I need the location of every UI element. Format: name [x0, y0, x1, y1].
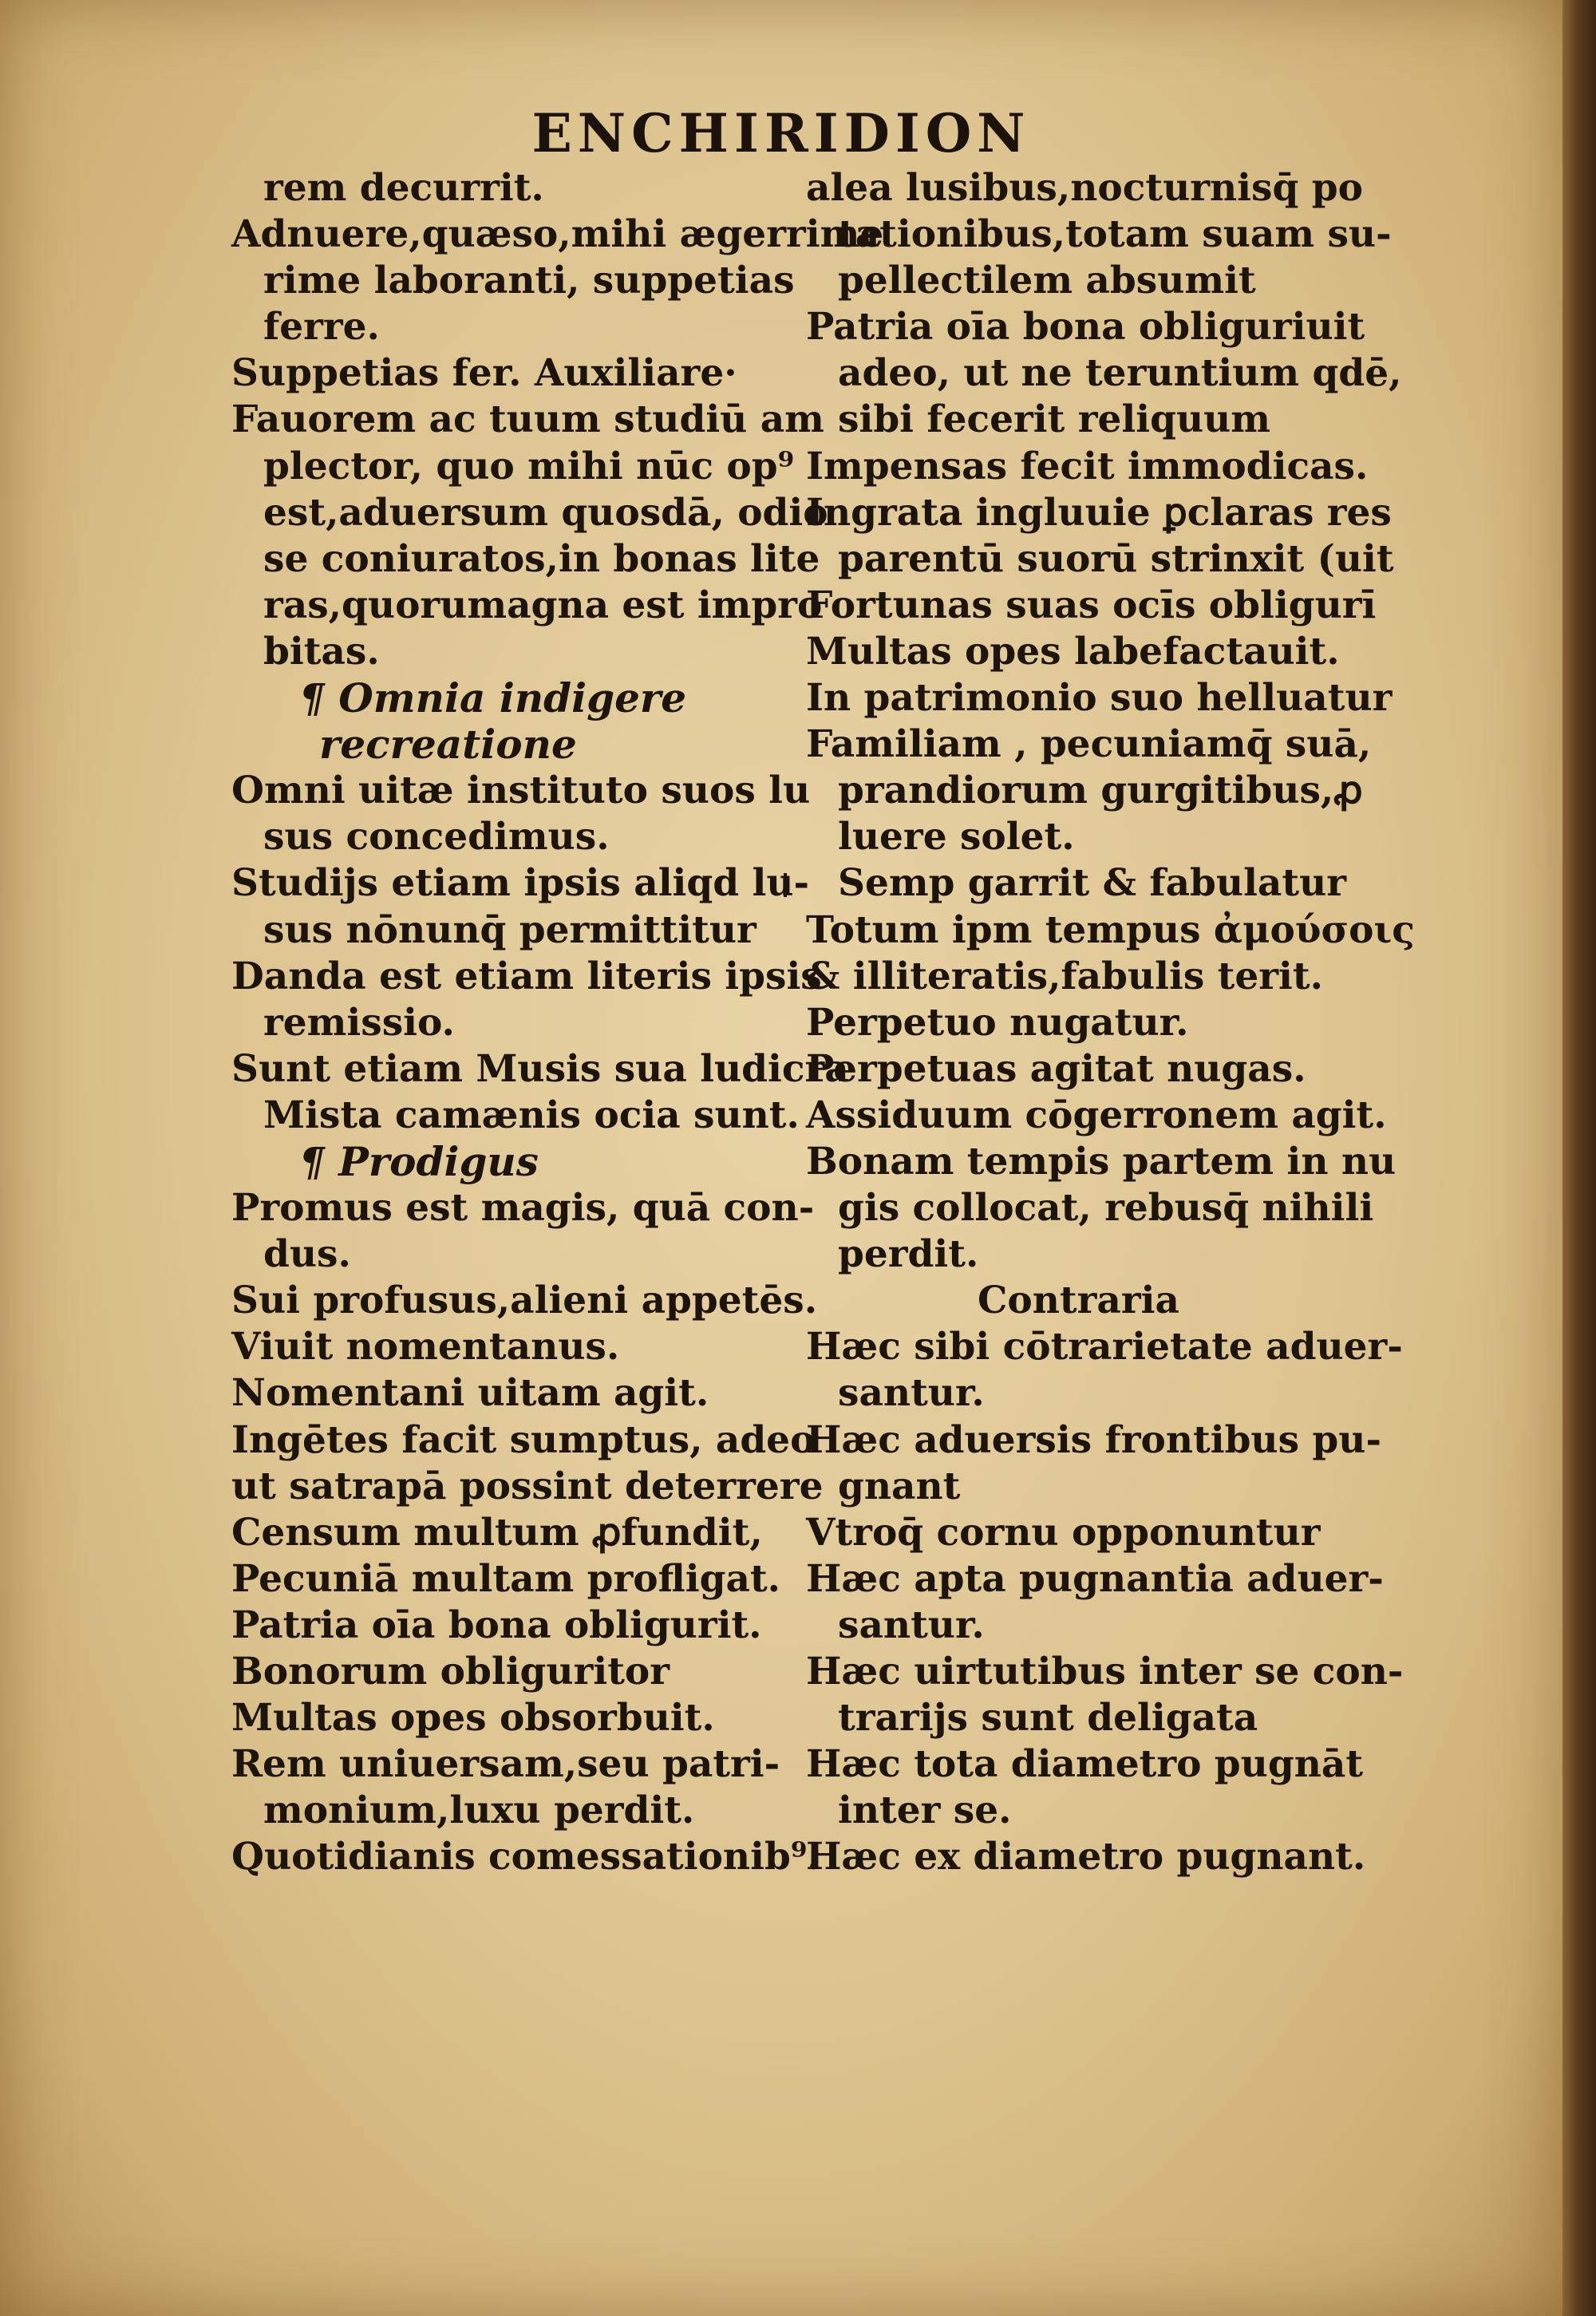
text-line: Perpetuo nugatur.: [806, 1000, 1189, 1045]
text-line: luere solet.: [838, 815, 1075, 860]
text-line: Fortunas suas ocīs obligurī: [806, 583, 1377, 627]
text-line: Patria oīa bona obligurit.: [231, 1603, 762, 1647]
text-line: rime laboranti, suppetias: [263, 259, 795, 303]
text-line: Bonam tempis partem in nu: [806, 1139, 1396, 1184]
text-line: Hæc uirtutibus inter se con-: [806, 1650, 1404, 1694]
book-spine-edge: [1562, 0, 1596, 2316]
text-line: Totum ipm tempus ἀμούσοις: [806, 907, 1415, 952]
text-line: Assiduum cōgerronem agit.: [806, 1093, 1387, 1137]
text-line: Ingrata ingluuie ꝑclaras res: [806, 490, 1392, 535]
text-line: Sunt etiam Musis sua ludicra: [231, 1046, 849, 1091]
text-line: Hæc ex diametro pugnant.: [806, 1835, 1366, 1879]
text-line: ut satrapā possint deterrere: [231, 1464, 824, 1508]
text-line: gis collocat, rebusq̄ nihili: [838, 1186, 1374, 1231]
text-line: rem decurrit.: [263, 166, 544, 210]
text-line: Censum multum ꝓfundit,: [231, 1510, 763, 1555]
text-line: Contraria: [978, 1279, 1179, 1323]
text-line: Hæc sibi cōtrarietate aduer-: [806, 1325, 1403, 1369]
text-line: monium,luxu perdit.: [263, 1788, 695, 1833]
text-line: sus concedimus.: [263, 815, 610, 860]
text-line: Familiam , pecuniamq̄ suā,: [806, 722, 1372, 767]
text-line: recreatione: [319, 721, 577, 769]
text-line: Rem uniuersam,seu patri-: [231, 1742, 780, 1787]
text-line: Hæc tota diametro pugnāt: [806, 1742, 1364, 1787]
text-line: ferre.: [263, 305, 380, 350]
text-line: sus nōnunq̄ permittitur: [263, 907, 757, 952]
text-line: santur.: [838, 1603, 985, 1647]
text-line: Quotidianis comessationib⁹.: [231, 1835, 820, 1879]
text-line: Mista camænis ocia sunt.: [263, 1093, 800, 1137]
text-line: adeo, ut ne teruntium qdē,: [838, 351, 1402, 396]
text-line: parentū suorū strinxit (uit: [838, 536, 1394, 581]
text-line: ¶ Prodigus: [299, 1137, 539, 1185]
text-line: In patrimonio suo helluatur: [806, 676, 1393, 721]
text-line: dus.: [263, 1232, 351, 1277]
text-line: alea lusibus,nocturnisq̄ po: [806, 166, 1363, 210]
text-line: Studijs etiam ipsis aliqd lu-: [231, 861, 810, 906]
text-line: tationibus,totam suam su-: [838, 212, 1392, 257]
left-column: [231, 165, 884, 1880]
text-line: remissio.: [263, 1000, 455, 1045]
text-line: Vtroq̄ cornu opponuntur: [806, 1510, 1321, 1555]
text-line: Danda est etiam literis ipsis: [231, 954, 822, 998]
text-line: Ingētes facit sumptus, adeo: [231, 1417, 816, 1462]
text-line: pellectilem absumit: [838, 259, 1256, 303]
text-line: Multas opes labefactauit.: [806, 629, 1340, 674]
text-line: Sui profusus,alieni appetēs.: [231, 1279, 818, 1323]
text-line: Semp garrit & fabulatur: [806, 860, 1412, 907]
text-line: Hæc aduersis frontibus pu-: [806, 1417, 1381, 1462]
text-line: santur.: [838, 1371, 985, 1416]
text-line: Omni uitæ instituto suos lu: [231, 769, 811, 813]
text-line: ¶ Omnia indigere: [299, 674, 687, 722]
text-line: Pecuniā multam profligat.: [231, 1556, 781, 1601]
text-line: Nomentani uitam agit.: [231, 1371, 709, 1416]
text-line: Adnuere,quæso,mihi ægerrime: [231, 212, 884, 257]
text-line: Hæc apta pugnantia aduer-: [806, 1556, 1384, 1601]
text-line: plector, quo mihi nūc op⁹: [263, 444, 795, 488]
text-line: Impensas fecit immodicas.: [806, 444, 1369, 488]
text-line: ras,quorumagna est impro: [263, 583, 823, 627]
text-line: prandiorum gurgitibus,ꝓ: [838, 769, 1363, 813]
text-line: & illiteratis,fabulis terit.: [806, 954, 1323, 998]
text-line: Viuit nomentanus.: [231, 1325, 620, 1369]
text-line: inter se.: [838, 1788, 1012, 1833]
text-line: Patria oīa bona obliguriuit: [806, 305, 1365, 350]
text-line: Fauorem ac tuum studiū am: [231, 397, 824, 442]
text-line: se coniuratos,in bonas lite: [263, 536, 820, 581]
text-line: Suppetias fer. Auxiliare·: [231, 351, 737, 396]
text-line: trarijs sunt deligata: [838, 1696, 1258, 1741]
text-line: Perpetuas agitat nugas.: [806, 1046, 1306, 1091]
text-line: bitas.: [263, 629, 380, 674]
text-line: est,aduersum quosdā, odio: [263, 490, 828, 535]
text-line: Multas opes obsorbuit.: [231, 1696, 715, 1741]
text-line: sibi fecerit reliquum: [838, 397, 1271, 442]
text-line: Promus est magis, quā con-: [231, 1186, 815, 1231]
right-column: [806, 165, 1415, 1880]
text-line: perdit.: [838, 1232, 979, 1277]
running-head: ENCHIRIDION: [531, 102, 1031, 164]
text-line: Bonorum obliguritor: [231, 1650, 670, 1694]
text-line: gnant: [838, 1464, 961, 1508]
